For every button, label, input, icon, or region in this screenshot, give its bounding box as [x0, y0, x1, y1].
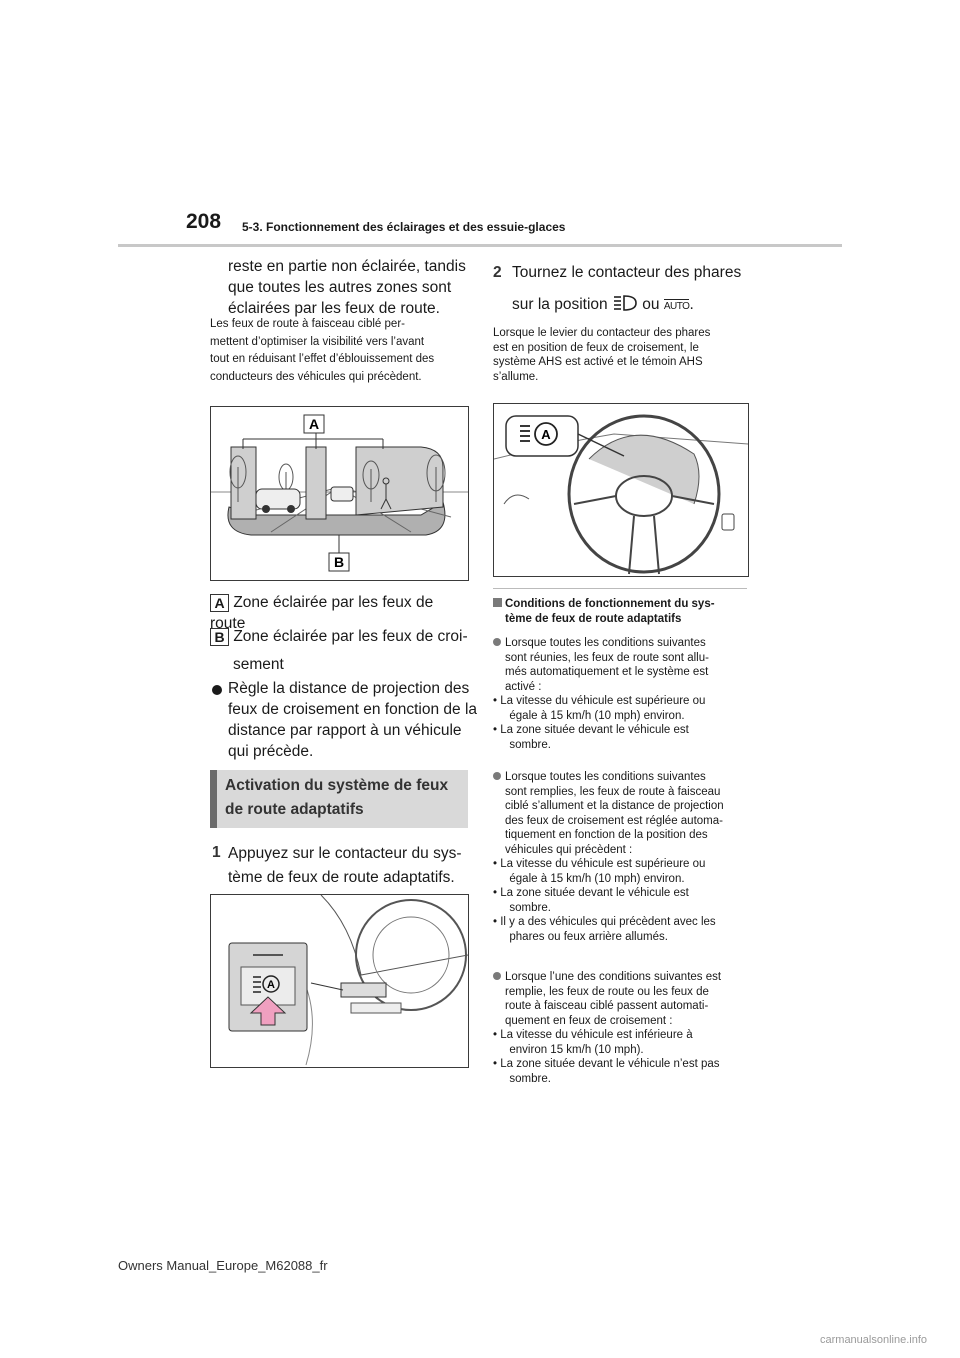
condition-1 — [493, 636, 759, 752]
road-illumination-figure — [210, 406, 469, 581]
legend-a-key: A — [210, 594, 229, 612]
document-name: Owners Manual_Europe_M62088_fr — [118, 1258, 328, 1273]
watermark: carmanualsonline.info — [820, 1334, 928, 1346]
desc-line: Les feux de route à faisceau ciblé per- — [210, 318, 405, 330]
section-title: 5-3. Fonctionnement des éclairages et des essuie-glaces — [242, 220, 566, 234]
intro-line: reste en partie non éclairée, tandis — [228, 258, 466, 275]
svg-text:A: A — [541, 427, 551, 442]
note-text — [493, 326, 753, 384]
step-2-line-2: sur la position ou AUTO. — [512, 294, 752, 318]
legend-a-text: Zone éclairée par les feux de route — [210, 594, 434, 632]
bullet-text — [228, 678, 478, 762]
figure-divider — [493, 588, 747, 589]
bullet-line: Règle la distance de projection des — [228, 680, 470, 697]
desc-line: mettent d’optimiser la visibilité vers l’avant — [210, 335, 425, 348]
step-2-text-a: sur la position — [512, 296, 608, 313]
note-line: système AHS est activé et le témoin AHS — [493, 356, 703, 368]
bullet-line: qui précède. — [228, 743, 314, 760]
cond1-item: • La vitesse du véhicule est supérieure ou — [493, 695, 706, 707]
header-divider — [118, 244, 842, 247]
conditions-title-line: Conditions de fonctionnement du sys- — [493, 597, 755, 612]
cond3-item: • La zone située devant le véhicule n’est pas — [493, 1058, 720, 1070]
cond3-item: environ 15 km/h (10 mph). — [503, 1043, 644, 1056]
cond3-item: • La vitesse du véhicule est inférieure à — [493, 1029, 693, 1041]
step-1-text — [228, 842, 478, 890]
cond3-item: sombre. — [503, 1072, 551, 1085]
condition-3 — [493, 970, 759, 1086]
bullet-line: distance par rapport à un véhicule — [228, 722, 462, 739]
label-a: A — [308, 416, 320, 432]
svg-text:A: A — [267, 979, 275, 991]
cond1-line: sont réunies, les feux de route sont allu- — [505, 651, 709, 664]
intro-line: éclairées par les feux de route. — [228, 300, 440, 317]
cond2-item: • Il y a des véhicules qui précèdent avec les — [493, 916, 716, 928]
cond1-line: activé : — [505, 680, 542, 693]
cond2-line: véhicules qui précèdent : — [505, 843, 633, 856]
road-scene-illustration — [211, 407, 468, 580]
dashboard-switch-illustration — [211, 895, 468, 1067]
note-line: s’allume. — [493, 370, 539, 383]
condition-2 — [493, 770, 759, 944]
legend-b-key: B — [210, 628, 229, 646]
intro-text — [228, 256, 478, 319]
note-line: Lorsque le levier du contacteur des phares — [493, 327, 711, 339]
ahs-switch-figure — [210, 894, 469, 1068]
circle-bullet-icon — [493, 972, 501, 980]
cond2-item: phares ou feux arrière allumés. — [503, 930, 668, 943]
auto-position-icon: AUTO — [663, 301, 690, 312]
cond3-line: Lorsque l’une des conditions suivantes est — [493, 970, 759, 985]
cond1-item: sombre. — [503, 738, 551, 751]
step-2-number: 2 — [493, 264, 502, 281]
legend-b — [210, 626, 472, 647]
conditions-title-line: tème de feux de route adaptatifs — [505, 612, 682, 625]
cond2-item: sombre. — [503, 901, 551, 914]
cond1-line: Lorsque toutes les conditions suivantes — [493, 636, 759, 651]
step-1-line: Appuyez sur le contacteur du sys- — [228, 845, 462, 862]
section-heading — [210, 770, 468, 828]
ahs-indicator-figure — [493, 403, 749, 577]
note-line: est en position de feux de croisement, le — [493, 341, 699, 354]
cond3-line: remplie, les feux de route ou les feux de — [505, 985, 709, 998]
instrument-cluster-illustration — [494, 404, 748, 576]
heading-line: de route adaptatifs — [225, 801, 364, 818]
desc-line: tout en réduisant l’effet d’éblouissement des — [210, 353, 435, 365]
step-1-line: tème de feux de route adaptatifs. — [228, 869, 455, 886]
bullet-dot-icon — [212, 685, 222, 695]
legend-b-continued: sement — [233, 656, 284, 673]
square-bullet-icon — [493, 598, 502, 607]
cond2-line: ciblé s’allument et la distance de projection — [505, 800, 724, 812]
cond1-item: égale à 15 km/h (10 mph) environ. — [503, 709, 685, 722]
cond2-item: égale à 15 km/h (10 mph) environ. — [503, 872, 685, 885]
description-text — [210, 316, 470, 386]
legend-b-text: Zone éclairée par les feux de croi- — [233, 628, 468, 645]
cond2-line: sont remplies, les feux de route à faisceau — [505, 785, 721, 798]
cond3-line: route à faisceau ciblé passent automati- — [505, 1000, 709, 1012]
desc-line: conducteurs des véhicules qui précèdent. — [210, 370, 422, 383]
step-2-line-1: Tournez le contacteur des phares — [512, 264, 742, 281]
cond1-line: més automatiquement et le système est — [505, 666, 709, 678]
step-2-text-b: ou — [642, 296, 660, 313]
circle-bullet-icon — [493, 772, 501, 780]
cond2-line: des feux de croisement est réglée automa- — [505, 814, 723, 827]
bullet-line: feux de croisement en fonction de la — [228, 701, 478, 718]
intro-line: que toutes les autres zones sont — [228, 279, 452, 296]
label-b: B — [333, 554, 345, 570]
step-1-number: 1 — [212, 844, 221, 861]
cond2-item: • La vitesse du véhicule est supérieure ou — [493, 858, 706, 870]
cond2-line: Lorsque toutes les conditions suivantes — [493, 770, 759, 785]
circle-bullet-icon — [493, 638, 501, 646]
cond1-item: • La zone située devant le véhicule est — [493, 724, 689, 736]
cond2-item: • La zone située devant le véhicule est — [493, 887, 689, 899]
cond2-line: tiquement en fonction de la position des — [505, 829, 708, 841]
heading-line: Activation du système de feux — [225, 777, 449, 794]
conditions-title — [493, 597, 755, 626]
auto-high-beam-icon — [612, 294, 638, 318]
page-number: 208 — [186, 210, 222, 233]
cond3-line: quement en feux de croisement : — [505, 1014, 673, 1027]
